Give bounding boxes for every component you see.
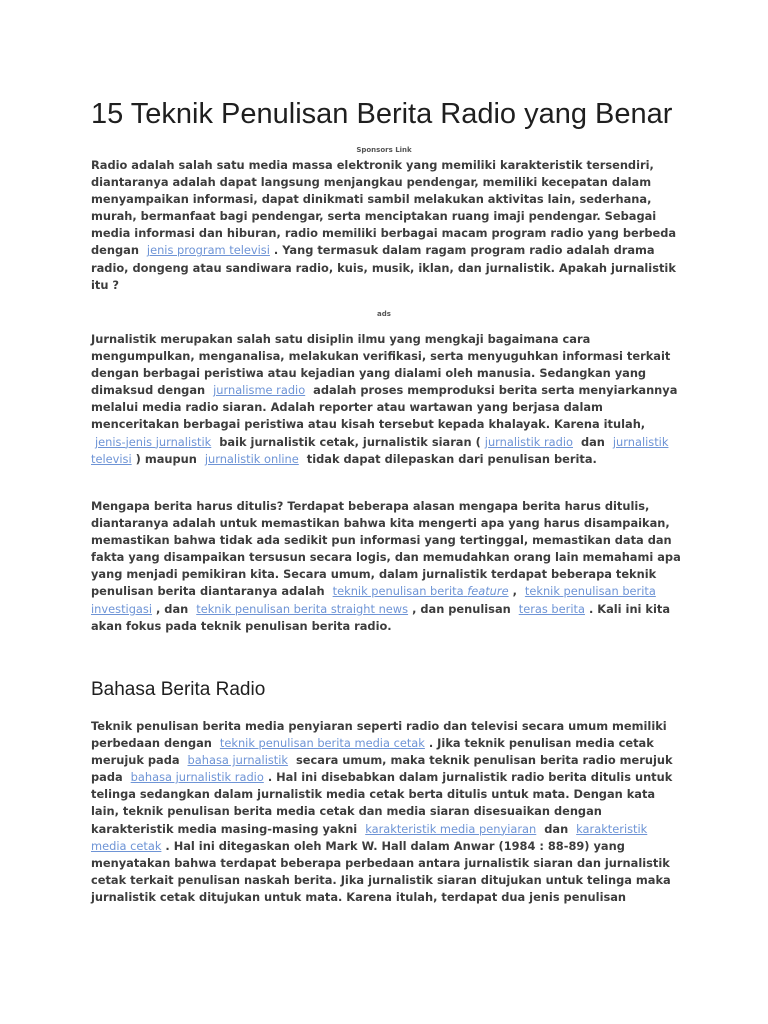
bahasa-paragraph: Teknik penulisan berita media penyiaran seperti radio dan televisi secara umum memiliki perbedaan dengan teknik penulisan berita media cetak . Jika teknik penulisan media cetak merujuk pada bahasa jurnalistik secara umum, maka teknik penulisan berita radio merujuk pada bahasa jurnalistik radio . Hal ini disebabkan dalam jurnalistik radio berita ditulis untuk telinga sedangkan dalam jurnalistik media cetak berta ditulis untuk mata. Dengan kata lain, teknik penulisan berita media cetak dan media siaran disesuaikan dengan karakteristik media masing-masing yakni karakteristik media penyiaran dan karakteristik media cetak . Hal ini ditegaskan oleh Mark W. Hall dalam Anwar (1984 : 88-89) yang menyatakan bahwa terdapat beberapa perbedaan antara jurnalistik siaran dan jurnalistik cetak terkait penulisan naskah berita. Jika jurnalistik siaran ditujukan untuk telinga maka jurnalistik cetak ditujukan untuk mata. Karena itulah, terdapat dua jenis penulisan (91, 719, 673, 904)
link-teknik-investigasi[interactable]: teknik penulisan berita investigasi (91, 584, 656, 616)
link-teknik-media-cetak[interactable]: teknik penulisan berita media cetak (219, 736, 425, 751)
link-jenis-jenis-jurnalistik[interactable]: jenis-jenis jurnalistik (95, 434, 212, 449)
link-jurnalistik-online[interactable]: jurnalistik online (204, 451, 299, 466)
intro-paragraph: Radio adalah salah satu media massa elektronik yang memiliki karakteristik tersendiri, diantaranya adalah dapat langsung menjangkau pendengar, memiliki kecepatan dalam menyampaikan informasi, dapat dinikmati sambil melakukan aktivitas lain, sederhana, murah, bermanfaat bagi pendengar, serta menciptakan ruang imaji pendengar. Sebagai media informasi dan hiburan, radio memiliki berbagai macam program radio yang berbeda dengan jenis program televisi . Yang termasuk dalam ragam program radio adalah drama radio, dongeng atau sandiwara radio, kuis, musik, iklan, dan jurnalistik. Apakah jurnalistik itu ? (91, 158, 677, 292)
link-teras-berita[interactable]: teras berita (518, 601, 585, 616)
link-jurnalistik-radio[interactable]: jurnalistik radio (484, 434, 573, 449)
link-jurnalisme-radio[interactable]: jurnalisme radio (213, 383, 306, 398)
link-bahasa-jurnalistik[interactable]: bahasa jurnalistik (187, 753, 289, 768)
jurnalistik-paragraph: Jurnalistik merupakan salah satu disiplin ilmu yang mengkaji bagaimana cara mengumpulkan, menganalisa, melakukan verifikasi, serta menyuguhkan informasi terkait dengan berbagai peristiwa atau kejadian yang dialami oleh manusia. Sedangkan yang dimaksud dengan jurnalisme radio adalah proses memproduksi berita serta menyiarkannya melalui media radio siaran. Adalah reporter atau wartawan yang berjasa dalam menceritakan berbagai peristiwa atau kisah tersebut kepada khalayak. Karena itulah, jenis-jenis jurnalistik baik jurnalistik cetak, jurnalistik siaran ( jurnalistik radio dan jurnalistik televisi ) maupun jurnalistik online tidak dapat dilepaskan dari penulisan berita. (91, 332, 678, 466)
link-karakteristik-media-penyiaran[interactable]: karakteristik media penyiaran (365, 821, 537, 836)
sponsor-label: Sponsors Link (356, 146, 412, 154)
link-teknik-straight-news[interactable]: teknik penulisan berita straight news (196, 601, 409, 616)
link-jenis-program-televisi[interactable]: jenis program televisi (146, 243, 270, 258)
link-jurnalistik-televisi[interactable]: jurnalistik televisi (91, 434, 669, 466)
link-bahasa-jurnalistik-radio[interactable]: bahasa jurnalistik radio (130, 770, 264, 785)
page-title: 15 Teknik Penulisan Berita Radio yang Benar (91, 98, 673, 130)
ads-label: ads (377, 310, 391, 318)
mengapa-paragraph: Mengapa berita harus ditulis? Terdapat beberapa alasan mengapa berita harus ditulis, diantaranya adalah untuk memastikan bahwa kita mengerti apa yang harus disampaikan, memastikan bahwa tidak ada sedikit pun informasi yang tertinggal, memastikan data dan fakta yang disampaikan tersusun secara logis, dan memudahkan orang lain memahami apa yang menjadi pemikiran kita. Secara umum, dalam jurnalistik terdapat beberapa teknik penulisan berita diantaranya adalah teknik penulisan berita feature , teknik penulisan berita investigasi , dan teknik penulisan berita straight news , dan penulisan teras berita . Kali ini kita akan fokus pada teknik penulisan berita radio. (91, 499, 681, 633)
link-karakteristik-media-cetak[interactable]: karakteristik media cetak (91, 821, 648, 853)
section-heading: Bahasa Berita Radio (91, 679, 266, 700)
link-teknik-feature[interactable]: teknik penulisan berita feature (332, 584, 509, 599)
